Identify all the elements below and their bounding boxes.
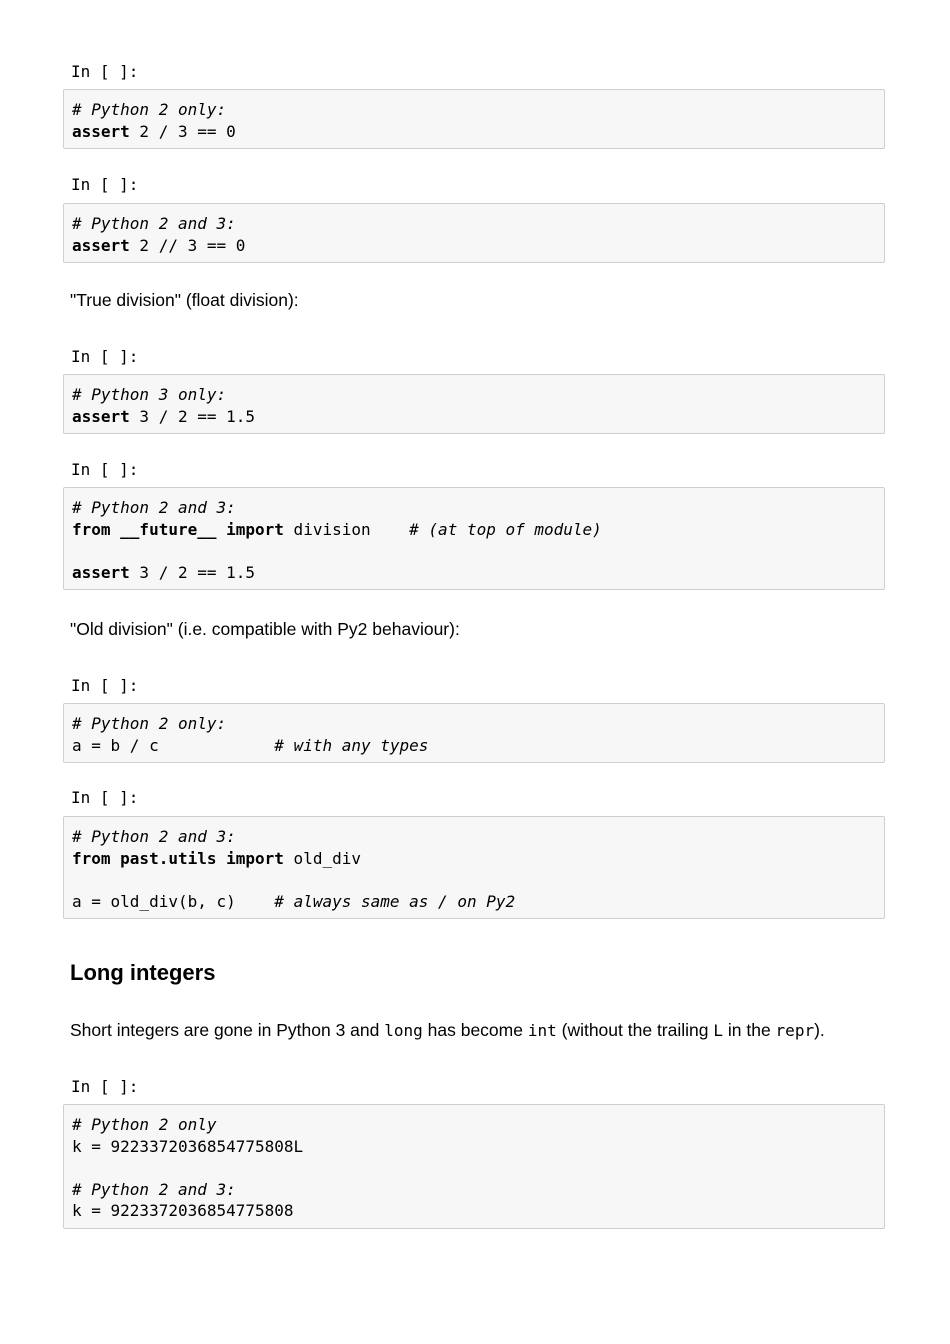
code-cell[interactable]	[63, 203, 885, 263]
code-cell[interactable]	[63, 374, 885, 434]
code-text: 2 / 3 == 0	[129, 121, 236, 141]
code-text: k = 9223372036854775808L	[72, 1136, 304, 1156]
code-keyword: from	[72, 519, 111, 539]
code-comment: # Python 2 only:	[72, 714, 227, 733]
markdown-text: "True division" (float division):	[70, 290, 299, 310]
code-comment: # Python 2 only:	[72, 100, 227, 119]
code-text: 2 // 3 == 0	[129, 235, 246, 255]
code-cell[interactable]	[63, 89, 885, 149]
code-module: __future__	[110, 519, 227, 539]
code-text: 3 / 2 == 1.5	[129, 562, 256, 582]
input-prompt: In [ ]:	[71, 175, 139, 194]
code-comment: # Python 2 and 3:	[72, 498, 236, 517]
code-comment: # Python 2 and 3:	[72, 214, 236, 233]
inline-code: L	[713, 1021, 723, 1040]
code-text: old_div	[283, 848, 361, 868]
code-comment: # Python 2 and 3:	[72, 1179, 236, 1199]
section-heading: Long integers	[70, 960, 216, 985]
code-comment: # Python 2 and 3:	[72, 827, 236, 846]
code-comment: # Python 3 only:	[72, 385, 227, 404]
inline-code: repr	[775, 1021, 815, 1040]
paragraph-text: in the	[723, 1020, 776, 1040]
input-prompt: In [ ]:	[71, 788, 139, 807]
code-keyword: assert	[72, 562, 130, 582]
code-keyword: from	[72, 848, 111, 868]
code-text: k = 9223372036854775808	[72, 1201, 294, 1220]
code-text: a = old_div(b, c)	[72, 891, 275, 911]
markdown-text: "Old division" (i.e. compatible with Py2 behaviour):	[70, 619, 460, 639]
code-comment: # Python 2 only	[72, 1115, 217, 1134]
inline-code: long	[384, 1021, 423, 1040]
code-cell[interactable]	[63, 487, 885, 590]
paragraph-text: (without the trailing	[556, 1020, 714, 1040]
code-text: a = b / c	[72, 735, 275, 755]
code-keyword: import	[226, 848, 284, 868]
input-prompt: In [ ]:	[71, 62, 139, 81]
paragraph-text: Short integers are gone in Python 3 and	[70, 1020, 385, 1040]
input-prompt: In [ ]:	[71, 460, 139, 479]
input-prompt: In [ ]:	[71, 676, 139, 695]
inline-code: int	[527, 1021, 557, 1040]
code-keyword: import	[226, 519, 284, 539]
paragraph-text: has become	[422, 1020, 528, 1040]
code-comment: # (at top of module)	[409, 519, 602, 539]
code-cell[interactable]	[63, 816, 885, 919]
code-text: division	[283, 519, 410, 539]
code-keyword: assert	[72, 121, 130, 141]
input-prompt: In [ ]:	[71, 1077, 139, 1096]
code-comment: # always same as / on Py2	[274, 891, 516, 911]
code-comment: # with any types	[274, 735, 429, 755]
paragraph-text: ).	[814, 1020, 825, 1040]
code-module: past.utils	[110, 848, 227, 868]
code-cell[interactable]	[63, 1104, 885, 1229]
code-keyword: assert	[72, 235, 130, 255]
input-prompt: In [ ]:	[71, 347, 139, 366]
code-cell[interactable]	[63, 703, 885, 763]
code-keyword: assert	[72, 406, 130, 426]
markdown-paragraph	[70, 1018, 825, 1043]
code-text: 3 / 2 == 1.5	[129, 406, 256, 426]
